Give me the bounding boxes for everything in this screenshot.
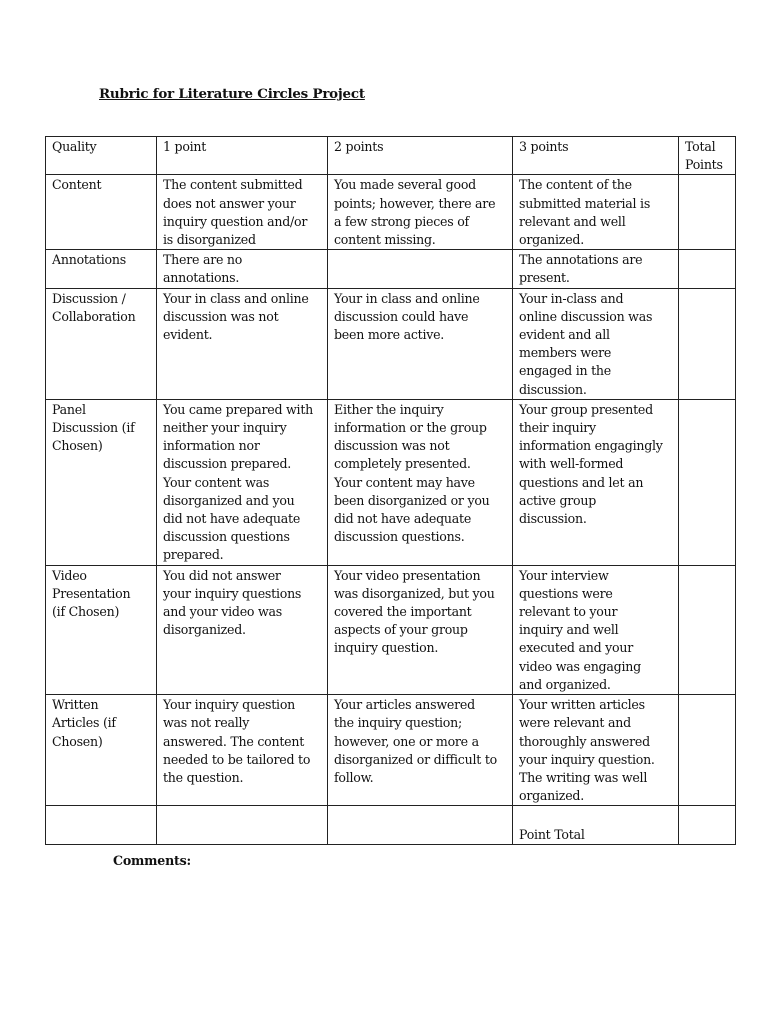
three-points-cell: The content of the submitted material is relevant and well organized.: [513, 175, 679, 250]
two-points-cell: Your in class and online discussion could have been more active.: [328, 288, 513, 399]
table-row: [46, 175, 736, 250]
three-points-cell: Your interview questions were relevant to your inquiry and well executed and your video was engaging and organized.: [513, 565, 679, 694]
one-point-cell: You did not answer your inquiry questions and your video was disorganized.: [157, 565, 328, 694]
three-points-cell: Your written articles were relevant and thoroughly answered your inquiry question. The writing was well organized.: [513, 695, 679, 806]
two-points-cell: Your articles answered the inquiry question; however, one or more a disorganized or difficult to follow.: [328, 695, 513, 806]
table-row: [46, 250, 736, 288]
total-cell: [679, 250, 736, 288]
one-point-cell: The content submitted does not answer your inquiry question and/or is disorganized: [157, 175, 328, 250]
total-cell: [679, 399, 736, 565]
quality-cell: Annotations: [46, 250, 157, 288]
two-points-cell: Your video presentation was disorganized, but you covered the important aspects of your group inquiry question.: [328, 565, 513, 694]
three-points-cell: Your group presented their inquiry information engagingly with well-formed questions and let an active group discussion.: [513, 399, 679, 565]
quality-cell: Written Articles (if Chosen): [46, 695, 157, 806]
header-2-points: 2 points: [328, 137, 513, 175]
three-points-cell: Your in-class and online discussion was evident and all members were engaged in the discussion.: [513, 288, 679, 399]
quality-cell: Discussion / Collaboration: [46, 288, 157, 399]
comments-label: Comments:: [113, 853, 191, 868]
header-row: [46, 137, 736, 175]
point-total-label: Point Total: [513, 806, 679, 844]
total-cell: [679, 288, 736, 399]
table-row: [46, 288, 736, 399]
quality-cell: Content: [46, 175, 157, 250]
one-point-cell: Your inquiry question was not really answered. The content needed to be tailored to the question.: [157, 695, 328, 806]
rubric-table: [45, 136, 736, 845]
table-row: [46, 565, 736, 694]
one-point-cell: Your in class and online discussion was not evident.: [157, 288, 328, 399]
total-cell: [679, 175, 736, 250]
one-point-cell: You came prepared with neither your inquiry information nor discussion prepared. Your content was disorganized and you did not have adequate discussion questions prepared.: [157, 399, 328, 565]
point-total-row: [46, 806, 736, 844]
header-1-point: 1 point: [157, 137, 328, 175]
header-total-points: Total Points: [679, 137, 736, 175]
two-points-cell: [328, 250, 513, 288]
total-cell: [679, 565, 736, 694]
point-total-value: [679, 806, 736, 844]
header-3-points: 3 points: [513, 137, 679, 175]
quality-cell: [46, 806, 157, 844]
table-row: [46, 695, 736, 806]
three-points-cell: The annotations are present.: [513, 250, 679, 288]
two-points-cell: Either the inquiry information or the group discussion was not completely presented. Your content may have been disorganized or you did not have adequate discussion questions.: [328, 399, 513, 565]
one-point-cell: [157, 806, 328, 844]
two-points-cell: You made several good points; however, there are a few strong pieces of content missing.: [328, 175, 513, 250]
quality-cell: Video Presentation (if Chosen): [46, 565, 157, 694]
total-cell: [679, 695, 736, 806]
table-row: [46, 399, 736, 565]
header-quality: Quality: [46, 137, 157, 175]
quality-cell: Panel Discussion (if Chosen): [46, 399, 157, 565]
rubric-title: Rubric for Literature Circles Project: [99, 86, 365, 102]
two-points-cell: [328, 806, 513, 844]
one-point-cell: There are no annotations.: [157, 250, 328, 288]
